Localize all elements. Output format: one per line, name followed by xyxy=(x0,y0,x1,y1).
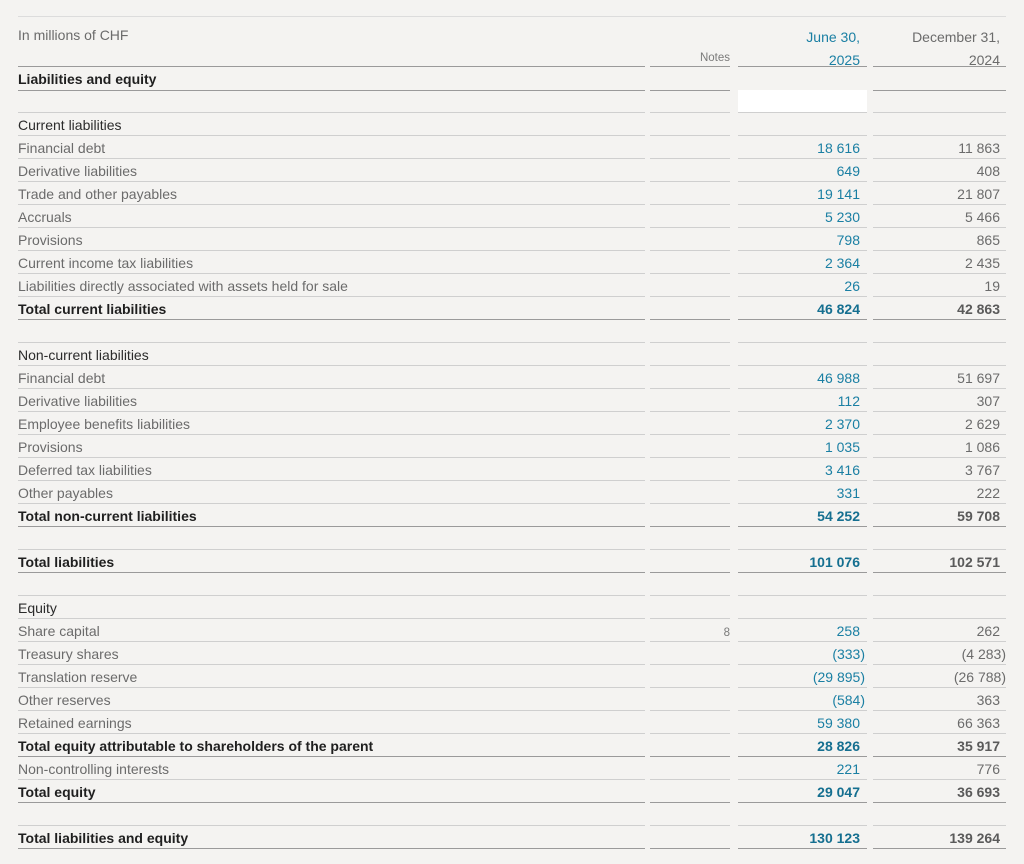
current-value-cell xyxy=(738,757,867,780)
row-label-cell xyxy=(18,320,645,343)
current-value-cell xyxy=(738,412,867,435)
table-row xyxy=(18,481,1006,504)
prior-value-cell xyxy=(873,826,1006,849)
current-value-cell xyxy=(738,803,867,826)
total-row xyxy=(18,297,1006,320)
table-row xyxy=(18,412,1006,435)
table-row xyxy=(18,619,1006,642)
prior-value: (26 788) xyxy=(953,669,1006,685)
prior-value-cell xyxy=(873,619,1006,642)
current-value-cell xyxy=(738,780,867,803)
notes-cell-cell xyxy=(650,66,730,91)
row-label: Total non-current liabilities xyxy=(18,508,197,524)
current-period-line1: June 30, xyxy=(806,29,860,45)
row-label-cell xyxy=(18,113,645,136)
table-row xyxy=(18,435,1006,458)
row-label-cell xyxy=(18,573,645,596)
total-row xyxy=(18,504,1006,527)
notes-cell-cell xyxy=(650,366,730,389)
notes-cell-cell xyxy=(650,826,730,849)
current-value-cell xyxy=(738,573,867,596)
row-label-cell xyxy=(18,159,645,182)
prior-period-line1: December 31, xyxy=(912,29,1000,45)
prior-value-cell xyxy=(873,665,1006,688)
row-label: Treasury shares xyxy=(18,646,119,662)
row-label-cell xyxy=(18,642,645,665)
current-value: 5 230 xyxy=(824,209,860,225)
current-value-cell xyxy=(738,320,867,343)
row-label: Translation reserve xyxy=(18,669,138,685)
current-value: 18 616 xyxy=(817,140,860,156)
current-value-cell xyxy=(738,136,867,159)
notes-cell-cell xyxy=(650,228,730,251)
table-body xyxy=(18,67,1006,849)
row-label: Share capital xyxy=(18,623,100,639)
table-row xyxy=(18,251,1006,274)
prior-value: 5 466 xyxy=(964,209,1000,225)
prior-value-cell xyxy=(873,343,1006,366)
current-value: 112 xyxy=(837,393,860,409)
current-value: (584) xyxy=(832,692,865,708)
table-row xyxy=(18,366,1006,389)
row-label-cell xyxy=(18,366,645,389)
row-label-cell xyxy=(18,435,645,458)
row-label: Other payables xyxy=(18,485,113,501)
current-value: 46 988 xyxy=(817,370,860,386)
prior-value: 59 708 xyxy=(957,508,1000,524)
row-label-cell xyxy=(18,481,645,504)
current-value-cell xyxy=(738,90,867,113)
current-value: 331 xyxy=(836,485,860,501)
section-heading-row xyxy=(18,343,1006,366)
current-value-cell xyxy=(738,66,867,91)
notes-cell-cell xyxy=(650,642,730,665)
current-value-cell xyxy=(738,366,867,389)
row-label-cell xyxy=(18,734,645,757)
notes-cell-cell xyxy=(650,481,730,504)
prior-value: 776 xyxy=(976,761,1000,777)
row-label: Provisions xyxy=(18,232,83,248)
current-value-cell xyxy=(738,297,867,320)
current-value-cell xyxy=(738,205,867,228)
table-row xyxy=(18,136,1006,159)
notes-cell-cell xyxy=(650,619,730,642)
row-label-cell xyxy=(18,458,645,481)
prior-value-cell xyxy=(873,274,1006,297)
table-row xyxy=(18,458,1006,481)
prior-value: 865 xyxy=(976,232,1000,248)
table-row xyxy=(18,688,1006,711)
row-label: Total liabilities xyxy=(18,554,115,570)
prior-period-line2: 2024 xyxy=(968,52,1000,68)
prior-value: 66 363 xyxy=(957,715,1000,731)
row-label-cell xyxy=(18,274,645,297)
current-value-cell xyxy=(738,711,867,734)
prior-value-cell xyxy=(873,642,1006,665)
row-label: Trade and other payables xyxy=(18,186,178,202)
table-row xyxy=(18,274,1006,297)
table-row xyxy=(18,389,1006,412)
current-value-cell xyxy=(738,688,867,711)
notes-cell-cell xyxy=(650,251,730,274)
notes-cell-cell xyxy=(650,274,730,297)
row-label-cell xyxy=(18,527,645,550)
prior-value-cell xyxy=(873,113,1006,136)
prior-value-cell xyxy=(873,228,1006,251)
notes-cell-cell xyxy=(650,458,730,481)
current-value: 54 252 xyxy=(817,508,860,524)
current-value: (29 895) xyxy=(812,669,865,685)
current-value-cell xyxy=(738,481,867,504)
current-value-cell xyxy=(738,619,867,642)
current-value: 798 xyxy=(836,232,860,248)
prior-value-cell xyxy=(873,136,1006,159)
notes-cell-cell xyxy=(650,159,730,182)
table-row xyxy=(18,228,1006,251)
spacer-row xyxy=(18,573,1006,596)
prior-value-cell xyxy=(873,435,1006,458)
spacer-row xyxy=(18,527,1006,550)
section-heading-row xyxy=(18,113,1006,136)
row-label: Other reserves xyxy=(18,692,111,708)
row-label-cell xyxy=(18,66,645,91)
total-row xyxy=(18,734,1006,757)
row-label: Accruals xyxy=(18,209,72,225)
table-row xyxy=(18,642,1006,665)
notes-cell-cell xyxy=(650,412,730,435)
row-label-cell xyxy=(18,389,645,412)
spacer-row xyxy=(18,803,1006,826)
row-label: Total current liabilities xyxy=(18,301,167,317)
prior-value: 11 863 xyxy=(958,140,1000,156)
spacer-row xyxy=(18,90,1006,113)
current-value-cell xyxy=(738,550,867,573)
current-value-cell xyxy=(738,159,867,182)
current-value: 649 xyxy=(836,163,860,179)
prior-value-cell xyxy=(873,550,1006,573)
notes-cell-cell xyxy=(650,90,730,113)
table-row xyxy=(18,665,1006,688)
notes-cell-cell xyxy=(650,780,730,803)
row-label: Non-controlling interests xyxy=(18,761,169,777)
row-label-cell xyxy=(18,90,645,113)
current-value-cell xyxy=(738,113,867,136)
row-label-cell xyxy=(18,343,645,366)
row-label-cell xyxy=(18,711,645,734)
table-row xyxy=(18,159,1006,182)
prior-value-cell xyxy=(873,458,1006,481)
row-label: Financial debt xyxy=(18,140,106,156)
current-value: 1 035 xyxy=(824,439,860,455)
prior-value-cell xyxy=(873,182,1006,205)
prior-value-cell xyxy=(873,596,1006,619)
prior-value-cell xyxy=(873,90,1006,113)
row-label-cell xyxy=(18,596,645,619)
notes-cell-cell xyxy=(650,435,730,458)
current-value: 101 076 xyxy=(809,554,860,570)
prior-value-cell xyxy=(873,366,1006,389)
notes-cell-cell xyxy=(650,550,730,573)
row-label-cell xyxy=(18,619,645,642)
notes-column-header: Notes xyxy=(699,52,730,64)
prior-value: 222 xyxy=(976,485,1000,501)
notes-cell-cell xyxy=(650,182,730,205)
notes-cell-cell xyxy=(650,205,730,228)
prior-value: 19 xyxy=(984,278,1000,294)
current-value: 26 xyxy=(844,278,860,294)
prior-value-cell xyxy=(873,757,1006,780)
prior-value: 21 807 xyxy=(957,186,1000,202)
prior-value: 262 xyxy=(976,623,1000,639)
row-label: Employee benefits liabilities xyxy=(18,416,190,432)
prior-value: 2 435 xyxy=(964,255,1000,271)
current-value-cell xyxy=(738,389,867,412)
notes-cell-cell xyxy=(650,757,730,780)
notes-cell-cell xyxy=(650,734,730,757)
prior-value: 42 863 xyxy=(957,301,1000,317)
prior-value-cell xyxy=(873,481,1006,504)
current-period-line2: 2025 xyxy=(828,52,860,68)
prior-value: 307 xyxy=(976,393,1000,409)
notes-cell-cell xyxy=(650,688,730,711)
current-value-cell xyxy=(738,343,867,366)
prior-value-cell xyxy=(873,66,1006,91)
prior-value: (4 283) xyxy=(961,646,1006,662)
notes-cell: 8 xyxy=(723,627,730,639)
prior-value: 36 693 xyxy=(957,784,1000,800)
current-value: 258 xyxy=(836,623,860,639)
row-label-cell xyxy=(18,780,645,803)
current-value: 29 047 xyxy=(817,784,860,800)
current-value: 59 380 xyxy=(817,715,860,731)
prior-value: 408 xyxy=(976,163,1000,179)
table-row xyxy=(18,711,1006,734)
current-value: 2 364 xyxy=(824,255,860,271)
row-label-cell xyxy=(18,205,645,228)
row-label-cell xyxy=(18,412,645,435)
row-label-cell xyxy=(18,228,645,251)
row-label: Current income tax liabilities xyxy=(18,255,194,271)
row-label-cell xyxy=(18,182,645,205)
table-row xyxy=(18,205,1006,228)
row-label-cell xyxy=(18,504,645,527)
notes-cell-cell xyxy=(650,343,730,366)
section-heading-row xyxy=(18,596,1006,619)
current-value-cell xyxy=(738,734,867,757)
current-value-cell xyxy=(738,458,867,481)
total-row xyxy=(18,826,1006,849)
row-label-cell xyxy=(18,297,645,320)
row-label: Liabilities directly associated with assets held for sale xyxy=(18,278,348,294)
current-value: 46 824 xyxy=(817,301,860,317)
total-row xyxy=(18,780,1006,803)
current-value-cell xyxy=(738,251,867,274)
current-value-cell xyxy=(738,504,867,527)
prior-value-cell xyxy=(873,803,1006,826)
current-value-cell xyxy=(738,274,867,297)
prior-value: 139 264 xyxy=(949,830,1000,846)
prior-value: 102 571 xyxy=(949,554,1000,570)
notes-cell-cell xyxy=(650,297,730,320)
notes-cell-cell xyxy=(650,113,730,136)
notes-cell-cell xyxy=(650,573,730,596)
prior-value-cell xyxy=(873,711,1006,734)
row-label: Total equity xyxy=(18,784,96,800)
prior-value: 35 917 xyxy=(957,738,1000,754)
row-label: Liabilities and equity xyxy=(18,71,157,87)
notes-cell-cell xyxy=(650,320,730,343)
prior-value-cell xyxy=(873,688,1006,711)
prior-value: 3 767 xyxy=(964,462,1000,478)
current-value-cell xyxy=(738,182,867,205)
notes-cell-cell xyxy=(650,711,730,734)
current-value-cell xyxy=(738,527,867,550)
prior-value: 1 086 xyxy=(964,439,1000,455)
row-label-cell xyxy=(18,757,645,780)
current-value-cell xyxy=(738,665,867,688)
row-label-cell xyxy=(18,550,645,573)
row-label-cell xyxy=(18,136,645,159)
notes-cell-cell xyxy=(650,803,730,826)
spacer-row xyxy=(18,320,1006,343)
current-value-cell xyxy=(738,642,867,665)
current-value: 2 370 xyxy=(824,416,860,432)
row-label: Financial debt xyxy=(18,370,106,386)
notes-cell-cell xyxy=(650,665,730,688)
prior-value-cell xyxy=(873,412,1006,435)
current-value-cell xyxy=(738,228,867,251)
row-label: Provisions xyxy=(18,439,83,455)
table-header xyxy=(18,17,1006,67)
row-label-cell xyxy=(18,688,645,711)
row-label: Deferred tax liabilities xyxy=(18,462,152,478)
notes-cell-cell xyxy=(650,504,730,527)
row-label: Derivative liabilities xyxy=(18,393,138,409)
prior-value-cell xyxy=(873,320,1006,343)
prior-value: 51 697 xyxy=(957,370,1000,386)
row-label: Total liabilities and equity xyxy=(18,830,189,846)
table-row xyxy=(18,757,1006,780)
prior-value-cell xyxy=(873,573,1006,596)
notes-cell-cell xyxy=(650,527,730,550)
row-label: Current liabilities xyxy=(18,117,122,133)
notes-cell-cell xyxy=(650,136,730,159)
current-value: 221 xyxy=(836,761,860,777)
row-label: Derivative liabilities xyxy=(18,163,138,179)
row-label: Retained earnings xyxy=(18,715,132,731)
notes-cell-cell xyxy=(650,596,730,619)
prior-value-cell xyxy=(873,205,1006,228)
current-value: 3 416 xyxy=(824,462,860,478)
prior-value-cell xyxy=(873,780,1006,803)
row-label-cell xyxy=(18,251,645,274)
current-value-cell xyxy=(738,596,867,619)
current-value: (333) xyxy=(832,646,865,662)
prior-value: 363 xyxy=(976,692,1000,708)
current-value: 130 123 xyxy=(809,830,860,846)
current-value: 28 826 xyxy=(817,738,860,754)
current-value-cell xyxy=(738,435,867,458)
table-row xyxy=(18,182,1006,205)
row-label-cell xyxy=(18,665,645,688)
total-row xyxy=(18,550,1006,573)
prior-value-cell xyxy=(873,504,1006,527)
prior-value-cell xyxy=(873,251,1006,274)
prior-value-cell xyxy=(873,527,1006,550)
prior-value-cell xyxy=(873,297,1006,320)
notes-cell-cell xyxy=(650,389,730,412)
row-label: Equity xyxy=(18,600,57,616)
current-value-cell xyxy=(738,826,867,849)
row-label: Non-current liabilities xyxy=(18,347,149,363)
prior-value: 2 629 xyxy=(964,416,1000,432)
row-label: Total equity attributable to shareholders of the parent xyxy=(18,738,374,754)
prior-value-cell xyxy=(873,734,1006,757)
current-value: 19 141 xyxy=(817,186,860,202)
row-label-cell xyxy=(18,803,645,826)
prior-value-cell xyxy=(873,159,1006,182)
section-heading-row xyxy=(18,67,1006,90)
row-label-cell xyxy=(18,826,645,849)
prior-value-cell xyxy=(873,389,1006,412)
unit-label: In millions of CHF xyxy=(18,27,129,43)
